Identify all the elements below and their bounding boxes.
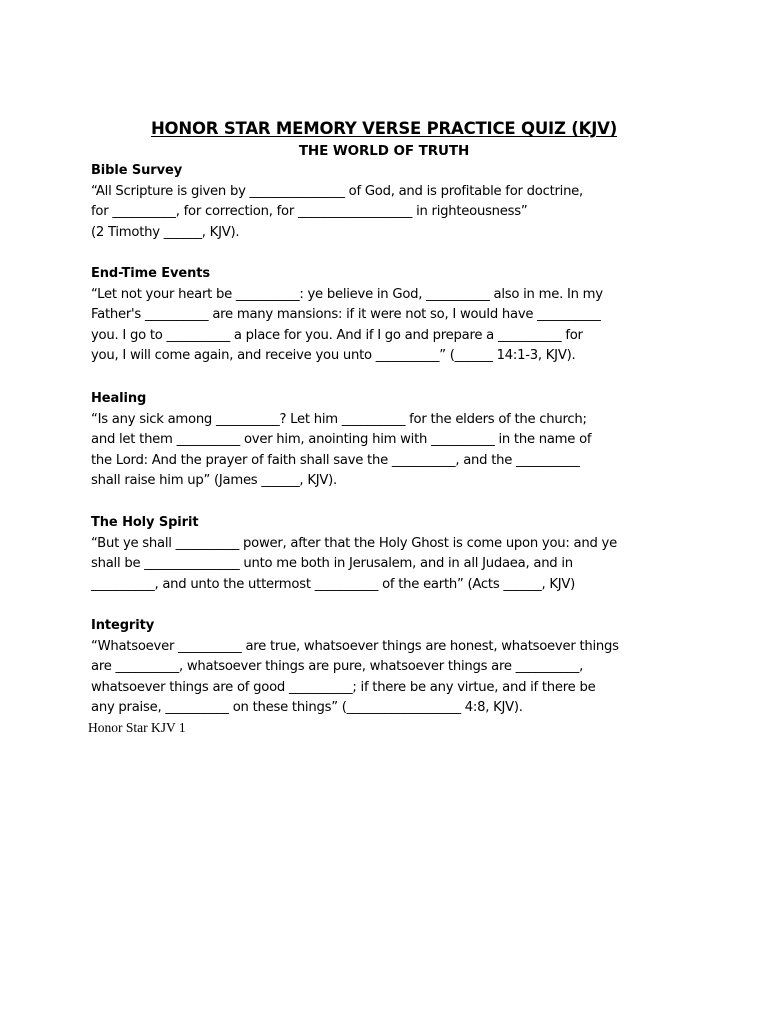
verse-line: “Let not your heart be __________: ye believe in God, __________ also in me. In my	[91, 286, 603, 302]
verse-line: the Lord: And the prayer of faith shall save the __________, and the __________	[91, 452, 580, 468]
section-heading: The Holy Spirit	[91, 515, 199, 530]
verse-line: are __________, whatsoever things are pure, whatsoever things are __________,	[91, 659, 584, 675]
verse-line: “But ye shall __________ power, after that the Holy Ghost is come upon you: and ye	[91, 535, 617, 551]
verse-line: and let them __________ over him, anointing him with __________ in the name of	[91, 432, 592, 448]
section-integrity	[91, 616, 691, 719]
section-heading: Integrity	[91, 618, 155, 633]
section-heading: Healing	[91, 391, 147, 406]
verse-line: “Is any sick among __________? Let him __________ for the elders of the church;	[91, 411, 587, 427]
verse-line: “All Scripture is given by _______________ of God, and is profitable for doctrine,	[91, 183, 583, 199]
verse-line: shall raise him up” (James ______, KJV).	[91, 473, 337, 489]
section-holy-spirit	[91, 513, 691, 595]
verse-line: for __________, for correction, for __________________ in righteousness”	[91, 204, 528, 220]
verse-line: __________, and unto the uttermost __________ of the earth” (Acts ______, KJV)	[91, 576, 576, 592]
verse-line: you. I go to __________ a place for you. And if I go and prepare a __________ for	[91, 327, 583, 343]
page-subtitle: THE WORLD OF TRUTH	[298, 143, 470, 159]
verse-line: (2 Timothy ______, KJV).	[91, 224, 240, 240]
section-heading: End-Time Events	[91, 266, 211, 281]
section-end-time-events	[91, 264, 691, 367]
section-bible-survey	[91, 161, 691, 243]
verse-line: you, I will come again, and receive you unto __________” (______ 14:1-3, KJV).	[91, 348, 576, 364]
page-title: HONOR STAR MEMORY VERSE PRACTICE QUIZ (KJV)	[150, 119, 618, 138]
verse-line: whatsoever things are of good __________; if there be any virtue, and if there be	[91, 679, 596, 695]
verse-line: any praise, __________ on these things” (__________________ 4:8, KJV).	[91, 700, 523, 716]
section-healing	[91, 389, 691, 492]
verse-line: Father's __________ are many mansions: if it were not so, I would have __________	[91, 307, 601, 323]
verse-line: shall be _______________ unto me both in Jerusalem, and in all Judaea, and in	[91, 556, 573, 572]
verse-line: “Whatsoever __________ are true, whatsoever things are honest, whatsoever things	[91, 638, 619, 654]
section-heading: Bible Survey	[91, 163, 183, 178]
page-footer: Honor Star KJV 1	[88, 720, 186, 735]
